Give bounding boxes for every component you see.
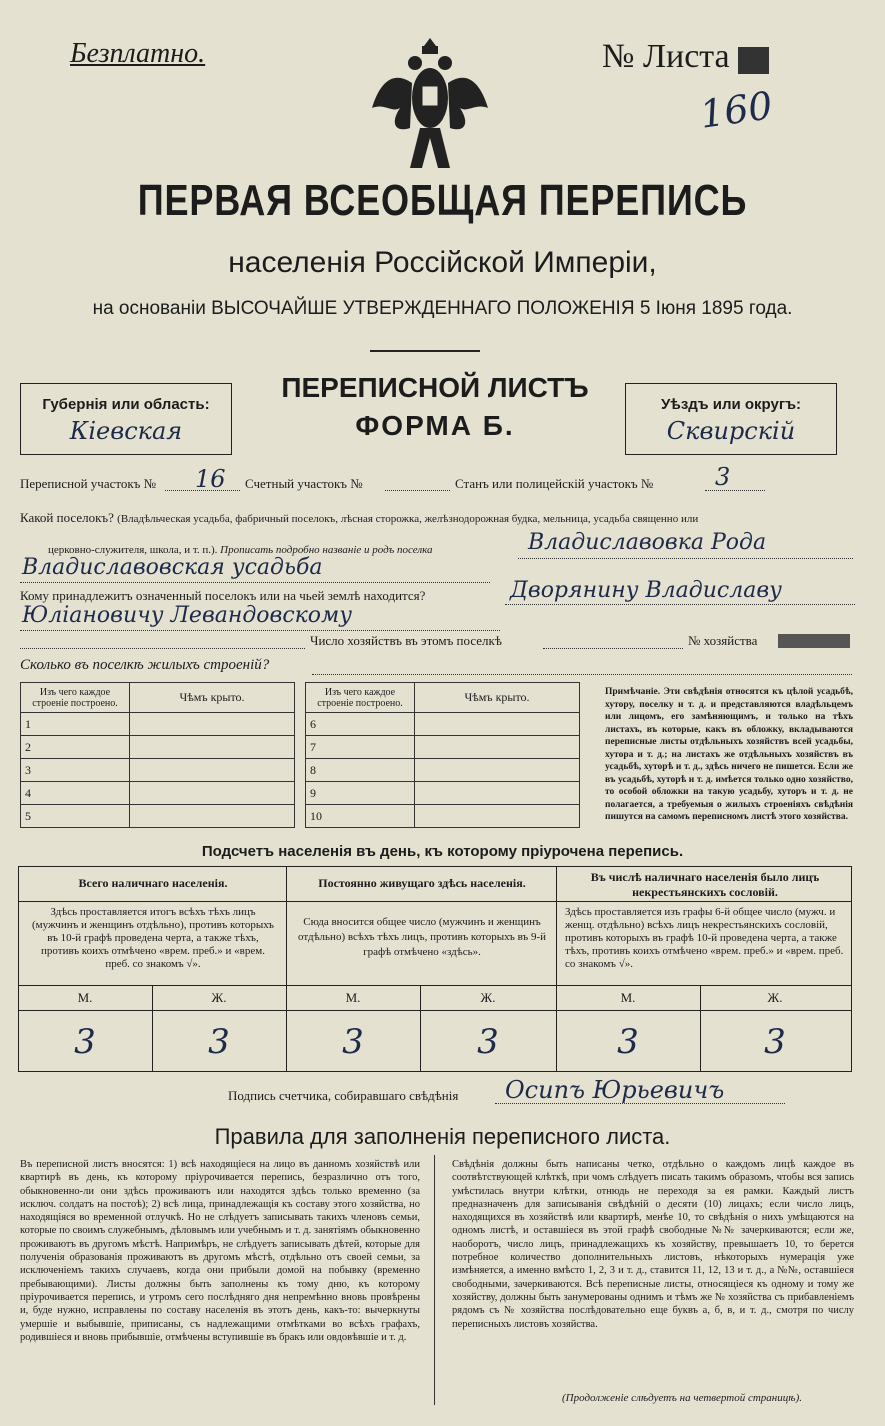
total-male-value: 3 [74, 1022, 96, 1062]
divider [370, 350, 480, 352]
basis-line: на основаніи ВЫСОЧАЙШЕ УТВЕРЖДЕННАГО ПОЛОЖЕНІЯ 5 Іюня 1895 года. [92, 298, 793, 319]
rules-right-text: Свѣдѣнія должны быть написаны четко, отдѣльно о каждомъ лицѣ каждое въ соотвѣтствующей клѣткѣ, при чомъ слѣдуетъ писать такимъ образомъ, чтобы вся запись умѣстилась внутри клѣтки, отнюдь не переходя за ея рамки. Каждый листъ предназначенъ для записыванія свѣдѣній о десяти (10) лицахъ; если число лицъ, находящихся въ хозяйствѣ или квартирѣ, менѣе 10, то свѣдѣнія о нихъ умѣщаются на одномъ листѣ, и оставшіеся въ этой графѣ свободные №№ зачеркиваются; если же, наоборотъ, число лицъ, принадлежащихъ къ хозяйству, превышаетъ 10, то берется потребное количество дополнительныхъ листовъ, нѣкоторыхъ нумерація уже измѣняется, а именно вмѣсто 1, 2, 3 и т. д., ставится 11, 12, 13 и т. д., а №№, оставшіеся свободными, зачеркиваются. Всѣ переписные листы, относящіеся къ одному и тому же хозяйству, должны быть занумерованы однимъ и тѣмъ же № хозяйства съ прибавленіемъ рядомъ съ № хозяйства послѣдовательно еще буквъ а, б, в, и т. д., смотря по числу переписныхъ листовъ хозяйства. [452, 1159, 854, 1330]
province-box [20, 383, 232, 455]
district-label: Уѣздъ или округъ: [660, 396, 802, 413]
noncrestian-male-value: 3 [617, 1022, 639, 1062]
permanent-population-text: Сюда вносится общее число (мужчинъ и женщинъ отдѣльно) всѣхъ тѣхъ лицъ, противъ которыхъ въ 9-й графѣ отмѣчено «здѣсь». [297, 916, 547, 958]
census-area-label: Переписной участокъ № [20, 476, 157, 491]
settlement-label: Какой поселокъ? [20, 510, 114, 525]
settlement-question [20, 510, 698, 526]
sheet-number-handwritten: 160 [697, 83, 776, 137]
col-f-label: Ж. [767, 990, 783, 1005]
owner-value-1: Дворянину Владиславу [510, 578, 782, 603]
permanent-female-value: 3 [477, 1022, 499, 1062]
noncrestian-female-value: 3 [764, 1022, 786, 1062]
signature-label: Подпись счетчика, собиравшаго свѣдѣнія [228, 1088, 459, 1103]
district-box [625, 383, 837, 455]
main-title: ПЕРВАЯ ВСЕОБЩАЯ ПЕРЕПИСЬ [137, 176, 748, 225]
rules-continued: (Продолженіе слѣдуетъ на четвертой страницѣ). [562, 1392, 802, 1404]
settlement-value-2: Владиславовская усадьба [22, 555, 323, 580]
settlement-hint-italic: Прописать подробно названіе и родъ поселка [220, 544, 433, 556]
building-row: 4 [21, 782, 130, 805]
building-row: 3 [21, 759, 130, 782]
population-title: Подсчетъ населенія въ день, къ которому пріурочена перепись. [201, 843, 684, 860]
owner-label: Кому принадлежитъ означенный поселокъ или на чьей землѣ находится? [20, 588, 426, 603]
building-row: 10 [306, 805, 415, 828]
free-label: Безплатно. [70, 38, 206, 69]
settlement-value-1: Владиславовка Рода [528, 530, 767, 555]
signature-value: Осипъ Юрьевичъ [505, 1076, 725, 1104]
household-no-redacted [778, 634, 850, 648]
building-row: 1 [21, 713, 130, 736]
settlement-hint: (Владѣльческая усадьба, фабричный поселокъ, лѣсная сторожка, желѣзнодорожная будка, мельница, усадьба священно или [117, 513, 699, 525]
noncrestian-population-text: Здѣсь проставляется изъ графы 6-й общее число (мужч. и женщ. отдѣльно) всѣхъ лицъ некрестьянскихъ сословій, противъ которыхъ въ графѣ 10-й проведена черта, а также тѣхъ, противъ коихъ отмѣчено «врем. преб.» и «врем. преб. со знакомъ √». [565, 906, 844, 970]
households-label: Число хозяйствъ въ этомъ поселкѣ [310, 633, 502, 648]
col-m-label: М. [345, 990, 361, 1005]
province-label: Губернія или область: [42, 396, 210, 413]
permanent-population-head: Постоянно живущаго здѣсь населенія. [318, 876, 526, 890]
building-row: 9 [306, 782, 415, 805]
count-area-label: Счетный участокъ № [245, 476, 363, 491]
sheet-number-label: № Листа 11 [602, 38, 769, 76]
imperial-eagle-icon [370, 28, 490, 178]
subtitle: населенія Россійской Имперіи, [228, 246, 657, 279]
total-population-text: Здѣсь проставляется итогъ всѣхъ тѣхъ лицъ (мужчинъ и женщинъ отдѣльно), противъ которыхъ въ 10-й графѣ проведена черта, а также тѣхъ, противъ коихъ отмѣчено «врем. преб.» и «врем. преб. со знакомъ √». [32, 906, 274, 970]
settlement-hint-line2: церковно-служителя, школа, и т. п.). Прописать подробно названіе и родъ поселка [48, 544, 433, 556]
stan-value: 3 [715, 463, 731, 491]
col-f-label: Ж. [211, 990, 227, 1005]
col-m-label: М. [620, 990, 636, 1005]
total-female-value: 3 [208, 1022, 230, 1062]
total-population-head: Всего наличнаго населенія. [78, 876, 228, 890]
col-m-label: М. [77, 990, 93, 1005]
building-row: 6 [306, 713, 415, 736]
col-f-label: Ж. [480, 990, 496, 1005]
buildings-label: Сколько въ поселкѣ жилыхъ строеній? [20, 657, 270, 673]
census-area-value: 16 [195, 465, 226, 493]
noncrestian-population-head: Въ числѣ наличнаго населенія было лицъ некрестьянскихъ сословій. [590, 870, 820, 899]
province-value: Кіевская [69, 417, 183, 445]
rules-title: Правила для заполненія переписного листа. [214, 1124, 671, 1149]
buildings-table-left: Изъ чего каждое строеніе построено. Чѣмъ крыто. 1 2 3 4 5 [20, 682, 295, 828]
buildings-table-right: Изъ чего каждое строеніе построено. Чѣмъ крыто. 6 7 8 9 10 [305, 682, 580, 828]
building-row: 2 [21, 736, 130, 759]
building-row: 8 [306, 759, 415, 782]
household-no-label: № хозяйства [688, 633, 758, 648]
district-value: Сквирскій [666, 417, 796, 445]
form-title: ПЕРЕПИСНОЙ ЛИСТЪ [281, 372, 589, 403]
permanent-male-value: 3 [342, 1022, 364, 1062]
building-row: 7 [306, 736, 415, 759]
form-name: ФОРМА Б. [355, 410, 515, 441]
building-row: 5 [21, 805, 130, 828]
rules-left-text: Въ переписной листъ вносятся: 1) всѣ находящіеся на лицо въ данномъ хозяйствѣ или квартирѣ въ день, къ которому пріурочивается перепись, безразлично отъ того, обыкновенно-ли они здѣсь проживаютъ или находятся здѣсь только временно (за исключ. солдатъ на постоѣ); 2) всѣ лица, принадлежащія къ составу этого хозяйства, но находящіяся во временной отлучкѣ. Но не слѣдуетъ записывать такихъ членовъ семьи, которые по своимъ служебнымъ, дѣловымъ или учебнымъ и т. д. занятіямъ обыкновенно проживаютъ въ другомъ мѣстѣ. Напримѣръ, не слѣдуетъ записывать дѣтей, которые для полученія образованія проживаютъ въ другомъ мѣстѣ, отдѣльно отъ своей семьи, за исключеніемъ такихъ случаевъ, когда они прибыли домой на побывку (временно пребывающими). Листы должны быть заполнены къ тому дню, къ которому пріурочивается перепись, и утромъ сего послѣдняго дня непремѣнно вновь провѣрены и, буде нужно, исправлены по составу населенія въ этотъ день, какъ-то: вычеркнуты умершіе и выбывшіе, приписаны, съ надлежащими отмѣтками во всѣхъ графахъ, родившіеся и вновь прибывшіе, отмѣчены вступившіе въ бракъ или овдовѣвшіе и т. д. [20, 1159, 420, 1343]
owner-value-2: Юліановичу Левандовскому [22, 603, 353, 628]
sheet-number-struck: 11 [738, 47, 769, 74]
stan-label: Станъ или полицейскій участокъ № [455, 476, 654, 491]
note-text: Примѣчаніе. Эти свѣдѣнія относятся къ цѣлой усадьбѣ, хутору, поселку и т. д. и представляются владѣльцемъ или лицомъ, его замѣняющимъ, и только на тѣхъ листахъ, въ которые, какъ въ обложку, вкладываются переписные листы отдѣльныхъ хозяйствъ всей усадьбы, хутора и т. д.; на листахъ же отдѣльныхъ хозяйствъ въ усадьбѣ, хуторѣ и т. д., здѣсь ничего не пишется. Если же въ усадьбѣ, хуторѣ и т. д. имѣется только одно хозяйство, то особой обложки на такую усадьбу, хуторъ и т. д. не полагается, а требуемыя о жилыхъ строеніяхъ свѣдѣнія пишутся на самомъ переписномъ листѣ этого хозяйства. [605, 687, 853, 822]
